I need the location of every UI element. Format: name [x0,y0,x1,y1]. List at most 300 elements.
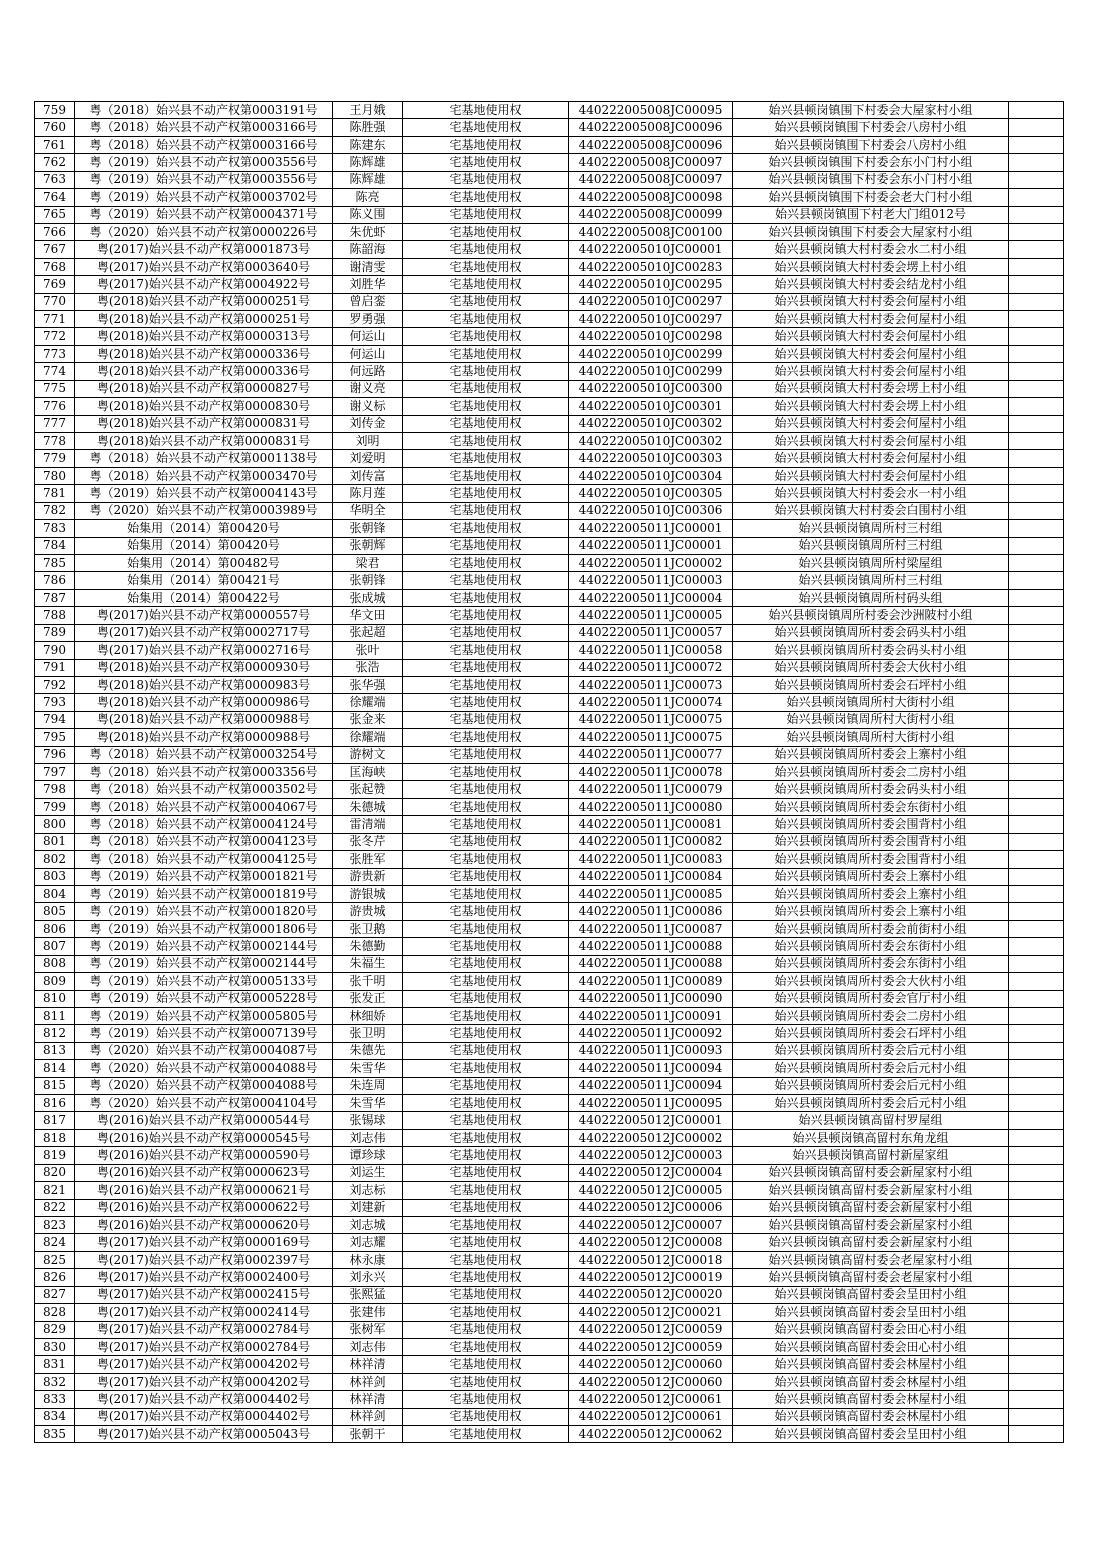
right-type-cell: 宅基地使用权 [403,1147,569,1164]
location-cell: 始兴县顿岗镇大村村委会何屋村小组 [733,311,1009,328]
owner-name-cell: 张朝锋 [333,572,403,589]
row-number-cell: 801 [35,833,75,850]
remark-cell [1009,589,1064,606]
parcel-code-cell: 440222005012JC00005 [569,1182,733,1199]
parcel-code-cell: 440222005008JC00095 [569,102,733,119]
right-type-cell: 宅基地使用权 [403,189,569,206]
parcel-code-cell: 440222005011JC00080 [569,798,733,815]
table-row [35,990,1064,1007]
table-row [35,1286,1064,1303]
remark-cell [1009,642,1064,659]
row-number-cell: 818 [35,1129,75,1146]
remark-cell [1009,833,1064,850]
parcel-code-cell: 440222005012JC00061 [569,1408,733,1425]
table-row [35,833,1064,850]
location-cell: 始兴县顿岗镇大村村委会结龙村小组 [733,276,1009,293]
table-row [35,642,1064,659]
right-type-cell: 宅基地使用权 [403,798,569,815]
parcel-code-cell: 440222005011JC00088 [569,955,733,972]
certificate-number-cell: 粤（2018）始兴县不动产权第0003356号 [75,764,333,781]
remark-cell [1009,433,1064,450]
location-cell: 始兴县顿岗镇高留村委会呈田村小组 [733,1286,1009,1303]
remark-cell [1009,554,1064,571]
row-number-cell: 823 [35,1217,75,1234]
certificate-number-cell: 粤(2018)始兴县不动产权第0000986号 [75,694,333,711]
certificate-number-cell: 粤(2018)始兴县不动产权第0000930号 [75,659,333,676]
row-number-cell: 821 [35,1182,75,1199]
parcel-code-cell: 440222005011JC00093 [569,1042,733,1059]
right-type-cell: 宅基地使用权 [403,102,569,119]
owner-name-cell: 陈辉雄 [333,154,403,171]
certificate-number-cell: 粤(2017)始兴县不动产权第0004402号 [75,1408,333,1425]
parcel-code-cell: 440222005011JC00091 [569,1007,733,1024]
owner-name-cell: 张建伟 [333,1304,403,1321]
right-type-cell: 宅基地使用权 [403,1321,569,1338]
location-cell: 始兴县顿岗镇围下村委会大屋家村小组 [733,223,1009,240]
right-type-cell: 宅基地使用权 [403,1164,569,1181]
table-row [35,1426,1064,1443]
row-number-cell: 781 [35,485,75,502]
certificate-number-cell: 粤（2019）始兴县不动产权第0002144号 [75,955,333,972]
right-type-cell: 宅基地使用权 [403,136,569,153]
remark-cell [1009,1060,1064,1077]
owner-name-cell: 张朝干 [333,1426,403,1443]
remark-cell [1009,1025,1064,1042]
location-cell: 始兴县顿岗镇高留村委会林屋村小组 [733,1356,1009,1373]
parcel-code-cell: 440222005011JC00001 [569,537,733,554]
remark-cell [1009,816,1064,833]
remark-cell [1009,1234,1064,1251]
owner-name-cell: 刘志伟 [333,1338,403,1355]
certificate-number-cell: 粤(2018)始兴县不动产权第0000336号 [75,363,333,380]
row-number-cell: 768 [35,258,75,275]
table-row [35,903,1064,920]
right-type-cell: 宅基地使用权 [403,380,569,397]
remark-cell [1009,1321,1064,1338]
certificate-number-cell: 粤（2020）始兴县不动产权第0004088号 [75,1060,333,1077]
location-cell: 始兴县顿岗镇高留村委会田心村小组 [733,1321,1009,1338]
owner-name-cell: 何运山 [333,345,403,362]
parcel-code-cell: 440222005011JC00088 [569,938,733,955]
table-row [35,781,1064,798]
table-row [35,1182,1064,1199]
right-type-cell: 宅基地使用权 [403,467,569,484]
owner-name-cell: 张起赞 [333,781,403,798]
row-number-cell: 824 [35,1234,75,1251]
owner-name-cell: 朱雪华 [333,1095,403,1112]
certificate-number-cell: 粤（2018）始兴县不动产权第0003254号 [75,746,333,763]
row-number-cell: 764 [35,189,75,206]
remark-cell [1009,1164,1064,1181]
right-type-cell: 宅基地使用权 [403,676,569,693]
row-number-cell: 830 [35,1338,75,1355]
parcel-code-cell: 440222005010JC00297 [569,311,733,328]
table-row [35,1304,1064,1321]
table-row [35,1129,1064,1146]
location-cell: 始兴县顿岗镇高留村委会新屋家村小组 [733,1199,1009,1216]
owner-name-cell: 朱德勤 [333,938,403,955]
right-type-cell: 宅基地使用权 [403,851,569,868]
certificate-number-cell: 粤（2018）始兴县不动产权第0003502号 [75,781,333,798]
parcel-code-cell: 440222005008JC00099 [569,206,733,223]
remark-cell [1009,241,1064,258]
owner-name-cell: 林细娇 [333,1007,403,1024]
row-number-cell: 797 [35,764,75,781]
remark-cell [1009,1391,1064,1408]
remark-cell [1009,293,1064,310]
remark-cell [1009,572,1064,589]
right-type-cell: 宅基地使用权 [403,624,569,641]
right-type-cell: 宅基地使用权 [403,363,569,380]
certificate-number-cell: 粤(2016)始兴县不动产权第0000620号 [75,1217,333,1234]
owner-name-cell: 何远路 [333,363,403,380]
parcel-code-cell: 440222005008JC00100 [569,223,733,240]
right-type-cell: 宅基地使用权 [403,1373,569,1390]
location-cell: 始兴县顿岗镇高留村委会老屋家村小组 [733,1251,1009,1268]
row-number-cell: 759 [35,102,75,119]
remark-cell [1009,903,1064,920]
remark-cell [1009,1129,1064,1146]
remark-cell [1009,1077,1064,1094]
remark-cell [1009,973,1064,990]
right-type-cell: 宅基地使用权 [403,241,569,258]
location-cell: 始兴县顿岗镇大村村委会何屋村小组 [733,293,1009,310]
right-type-cell: 宅基地使用权 [403,345,569,362]
certificate-number-cell: 粤(2017)始兴县不动产权第0002415号 [75,1286,333,1303]
table-row [35,659,1064,676]
row-number-cell: 814 [35,1060,75,1077]
certificate-number-cell: 粤(2017)始兴县不动产权第0004402号 [75,1391,333,1408]
table-row [35,1025,1064,1042]
certificate-number-cell: 始集用（2014）第00420号 [75,537,333,554]
remark-cell [1009,415,1064,432]
row-number-cell: 766 [35,223,75,240]
location-cell: 始兴县顿岗镇高留村委会老屋家村小组 [733,1269,1009,1286]
owner-name-cell: 刘传富 [333,467,403,484]
row-number-cell: 820 [35,1164,75,1181]
remark-cell [1009,868,1064,885]
row-number-cell: 767 [35,241,75,258]
owner-name-cell: 华文田 [333,607,403,624]
row-number-cell: 832 [35,1373,75,1390]
remark-cell [1009,154,1064,171]
certificate-number-cell: 粤(2017)始兴县不动产权第0003640号 [75,258,333,275]
right-type-cell: 宅基地使用权 [403,589,569,606]
parcel-code-cell: 440222005010JC00297 [569,293,733,310]
parcel-code-cell: 440222005012JC00006 [569,1199,733,1216]
owner-name-cell: 刘传金 [333,415,403,432]
location-cell: 始兴县顿岗镇高留村新屋家组 [733,1147,1009,1164]
certificate-number-cell: 粤(2016)始兴县不动产权第0000544号 [75,1112,333,1129]
table-row [35,102,1064,119]
row-number-cell: 805 [35,903,75,920]
certificate-number-cell: 始集用（2014）第00420号 [75,520,333,537]
remark-cell [1009,206,1064,223]
remark-cell [1009,1269,1064,1286]
table-row [35,206,1064,223]
location-cell: 始兴县顿岗镇大村村委会何屋村小组 [733,363,1009,380]
location-cell: 始兴县顿岗镇高留村委会呈田村小组 [733,1426,1009,1443]
right-type-cell: 宅基地使用权 [403,990,569,1007]
location-cell: 始兴县顿岗镇周所村委会官厅村小组 [733,990,1009,1007]
row-number-cell: 813 [35,1042,75,1059]
row-number-cell: 761 [35,136,75,153]
location-cell: 始兴县顿岗镇大村村委会何屋村小组 [733,450,1009,467]
table-row [35,345,1064,362]
parcel-code-cell: 440222005012JC00004 [569,1164,733,1181]
location-cell: 始兴县顿岗镇周所村三村组 [733,520,1009,537]
table-row [35,1164,1064,1181]
certificate-number-cell: 粤(2018)始兴县不动产权第0000831号 [75,433,333,450]
remark-cell [1009,485,1064,502]
table-row [35,868,1064,885]
parcel-code-cell: 440222005011JC00079 [569,781,733,798]
remark-cell [1009,781,1064,798]
row-number-cell: 807 [35,938,75,955]
right-type-cell: 宅基地使用权 [403,398,569,415]
owner-name-cell: 张叶 [333,642,403,659]
right-type-cell: 宅基地使用权 [403,781,569,798]
parcel-code-cell: 440222005011JC00081 [569,816,733,833]
owner-name-cell: 张朝锋 [333,520,403,537]
certificate-number-cell: 粤（2019）始兴县不动产权第0005133号 [75,973,333,990]
location-cell: 始兴县顿岗镇周所村委会上寨村小组 [733,868,1009,885]
location-cell: 始兴县顿岗镇周所村委会上寨村小组 [733,903,1009,920]
table-row [35,1234,1064,1251]
parcel-code-cell: 440222005011JC00073 [569,676,733,693]
owner-name-cell: 张起超 [333,624,403,641]
certificate-number-cell: 粤（2020）始兴县不动产权第0004088号 [75,1077,333,1094]
row-number-cell: 791 [35,659,75,676]
right-type-cell: 宅基地使用权 [403,415,569,432]
owner-name-cell: 刘爱明 [333,450,403,467]
certificate-number-cell: 粤(2018)始兴县不动产权第0000827号 [75,380,333,397]
location-cell: 始兴县顿岗镇周所村梁屋组 [733,554,1009,571]
table-row [35,415,1064,432]
row-number-cell: 808 [35,955,75,972]
right-type-cell: 宅基地使用权 [403,1269,569,1286]
owner-name-cell: 张金来 [333,711,403,728]
table-row [35,258,1064,275]
location-cell: 始兴县顿岗镇大村村委会何屋村小组 [733,467,1009,484]
parcel-code-cell: 440222005011JC00092 [569,1025,733,1042]
owner-name-cell: 朱雪华 [333,1060,403,1077]
parcel-code-cell: 440222005012JC00002 [569,1129,733,1146]
parcel-code-cell: 440222005012JC00001 [569,1112,733,1129]
location-cell: 始兴县顿岗镇周所村委会码头村小组 [733,781,1009,798]
right-type-cell: 宅基地使用权 [403,868,569,885]
owner-name-cell: 朱德先 [333,1042,403,1059]
location-cell: 始兴县顿岗镇高留村委会田心村小组 [733,1338,1009,1355]
owner-name-cell: 刘建新 [333,1199,403,1216]
location-cell: 始兴县顿岗镇周所村委会围背村小组 [733,816,1009,833]
owner-name-cell: 朱连周 [333,1077,403,1094]
location-cell: 始兴县顿岗镇大村村委会白围村小组 [733,502,1009,519]
row-number-cell: 834 [35,1408,75,1425]
parcel-code-cell: 440222005011JC00057 [569,624,733,641]
owner-name-cell: 张冬芹 [333,833,403,850]
certificate-number-cell: 粤（2019）始兴县不动产权第0004371号 [75,206,333,223]
row-number-cell: 780 [35,467,75,484]
owner-name-cell: 林祥清 [333,1391,403,1408]
table-row [35,554,1064,571]
owner-name-cell: 林永康 [333,1251,403,1268]
row-number-cell: 803 [35,868,75,885]
right-type-cell: 宅基地使用权 [403,537,569,554]
remark-cell [1009,1356,1064,1373]
parcel-code-cell: 440222005011JC00004 [569,589,733,606]
location-cell: 始兴县顿岗镇周所村三村组 [733,537,1009,554]
remark-cell [1009,380,1064,397]
certificate-number-cell: 粤(2017)始兴县不动产权第0002784号 [75,1321,333,1338]
row-number-cell: 775 [35,380,75,397]
right-type-cell: 宅基地使用权 [403,1251,569,1268]
owner-name-cell: 张千明 [333,973,403,990]
owner-name-cell: 谢清雯 [333,258,403,275]
row-number-cell: 812 [35,1025,75,1042]
owner-name-cell: 张成城 [333,589,403,606]
owner-name-cell: 张锡球 [333,1112,403,1129]
table-row [35,572,1064,589]
remark-cell [1009,136,1064,153]
row-number-cell: 809 [35,973,75,990]
row-number-cell: 785 [35,554,75,571]
row-number-cell: 798 [35,781,75,798]
row-number-cell: 828 [35,1304,75,1321]
owner-name-cell: 张胜军 [333,851,403,868]
row-number-cell: 787 [35,589,75,606]
right-type-cell: 宅基地使用权 [403,1007,569,1024]
location-cell: 始兴县顿岗镇围下村委会老大门村小组 [733,189,1009,206]
table-row [35,1408,1064,1425]
row-number-cell: 827 [35,1286,75,1303]
right-type-cell: 宅基地使用权 [403,206,569,223]
location-cell: 始兴县顿岗镇大村村委会塄上村小组 [733,398,1009,415]
location-cell: 始兴县顿岗镇周所村委会围背村小组 [733,833,1009,850]
certificate-number-cell: 粤(2016)始兴县不动产权第0000621号 [75,1182,333,1199]
remark-cell [1009,676,1064,693]
table-row [35,119,1064,136]
location-cell: 始兴县顿岗镇周所村委会后元村小组 [733,1042,1009,1059]
row-number-cell: 817 [35,1112,75,1129]
location-cell: 始兴县顿岗镇大村村委会塄上村小组 [733,258,1009,275]
right-type-cell: 宅基地使用权 [403,642,569,659]
location-cell: 始兴县顿岗镇周所村大街村小组 [733,694,1009,711]
table-row [35,1077,1064,1094]
remark-cell [1009,764,1064,781]
table-row [35,223,1064,240]
certificate-number-cell: 粤(2016)始兴县不动产权第0000622号 [75,1199,333,1216]
right-type-cell: 宅基地使用权 [403,955,569,972]
table-row [35,363,1064,380]
row-number-cell: 763 [35,171,75,188]
table-row [35,380,1064,397]
parcel-code-cell: 440222005010JC00306 [569,502,733,519]
remark-cell [1009,450,1064,467]
right-type-cell: 宅基地使用权 [403,607,569,624]
parcel-code-cell: 440222005010JC00299 [569,363,733,380]
remark-cell [1009,798,1064,815]
parcel-code-cell: 440222005010JC00305 [569,485,733,502]
owner-name-cell: 陈亮 [333,189,403,206]
table-row [35,1095,1064,1112]
certificate-number-cell: 始集用（2014）第00421号 [75,572,333,589]
owner-name-cell: 朱德城 [333,798,403,815]
parcel-code-cell: 440222005012JC00007 [569,1217,733,1234]
certificate-number-cell: 粤(2017)始兴县不动产权第0002400号 [75,1269,333,1286]
table-row [35,241,1064,258]
table-row [35,189,1064,206]
location-cell: 始兴县顿岗镇围下村委会八房村小组 [733,136,1009,153]
parcel-code-cell: 440222005011JC00077 [569,746,733,763]
certificate-number-cell: 粤（2018）始兴县不动产权第0003166号 [75,136,333,153]
owner-name-cell: 何运山 [333,328,403,345]
remark-cell [1009,938,1064,955]
row-number-cell: 802 [35,851,75,868]
certificate-number-cell: 粤(2018)始兴县不动产权第0000831号 [75,415,333,432]
location-cell: 始兴县顿岗镇大村村委会水一村小组 [733,485,1009,502]
certificate-number-cell: 粤（2019）始兴县不动产权第0003556号 [75,154,333,171]
location-cell: 始兴县顿岗镇周所村委会二房村小组 [733,1007,1009,1024]
table-row [35,798,1064,815]
remark-cell [1009,102,1064,119]
table-row [35,1007,1064,1024]
owner-name-cell: 匡海峡 [333,764,403,781]
right-type-cell: 宅基地使用权 [403,694,569,711]
owner-name-cell: 谢义亮 [333,380,403,397]
certificate-number-cell: 粤(2017)始兴县不动产权第0002397号 [75,1251,333,1268]
owner-name-cell: 张卫明 [333,1025,403,1042]
right-type-cell: 宅基地使用权 [403,293,569,310]
remark-cell [1009,1426,1064,1443]
certificate-number-cell: 粤(2017)始兴县不动产权第0001873号 [75,241,333,258]
certificate-number-cell: 粤(2018)始兴县不动产权第0000251号 [75,311,333,328]
remark-cell [1009,659,1064,676]
table-row [35,485,1064,502]
owner-name-cell: 华明全 [333,502,403,519]
owner-name-cell: 朱福生 [333,955,403,972]
remark-cell [1009,1007,1064,1024]
owner-name-cell: 陈辉雄 [333,171,403,188]
certificate-number-cell: 粤（2018）始兴县不动产权第0004124号 [75,816,333,833]
location-cell: 始兴县顿岗镇高留村罗屋组 [733,1112,1009,1129]
row-number-cell: 795 [35,729,75,746]
location-cell: 始兴县顿岗镇大村村委会何屋村小组 [733,415,1009,432]
owner-name-cell: 游贵城 [333,903,403,920]
location-cell: 始兴县顿岗镇周所村三村组 [733,572,1009,589]
location-cell: 始兴县顿岗镇周所村委会二房村小组 [733,764,1009,781]
table-row [35,276,1064,293]
remark-cell [1009,990,1064,1007]
parcel-code-cell: 440222005011JC00084 [569,868,733,885]
certificate-number-cell: 始集用（2014）第00422号 [75,589,333,606]
row-number-cell: 831 [35,1356,75,1373]
table-row [35,1251,1064,1268]
row-number-cell: 765 [35,206,75,223]
parcel-code-cell: 440222005010JC00299 [569,345,733,362]
parcel-code-cell: 440222005012JC00021 [569,1304,733,1321]
row-number-cell: 771 [35,311,75,328]
right-type-cell: 宅基地使用权 [403,903,569,920]
owner-name-cell: 游贵新 [333,868,403,885]
parcel-code-cell: 440222005011JC00075 [569,711,733,728]
owner-name-cell: 刘志标 [333,1182,403,1199]
row-number-cell: 770 [35,293,75,310]
row-number-cell: 782 [35,502,75,519]
location-cell: 始兴县顿岗镇大村村委会水二村小组 [733,241,1009,258]
table-row [35,589,1064,606]
certificate-number-cell: 粤(2018)始兴县不动产权第0000336号 [75,345,333,362]
